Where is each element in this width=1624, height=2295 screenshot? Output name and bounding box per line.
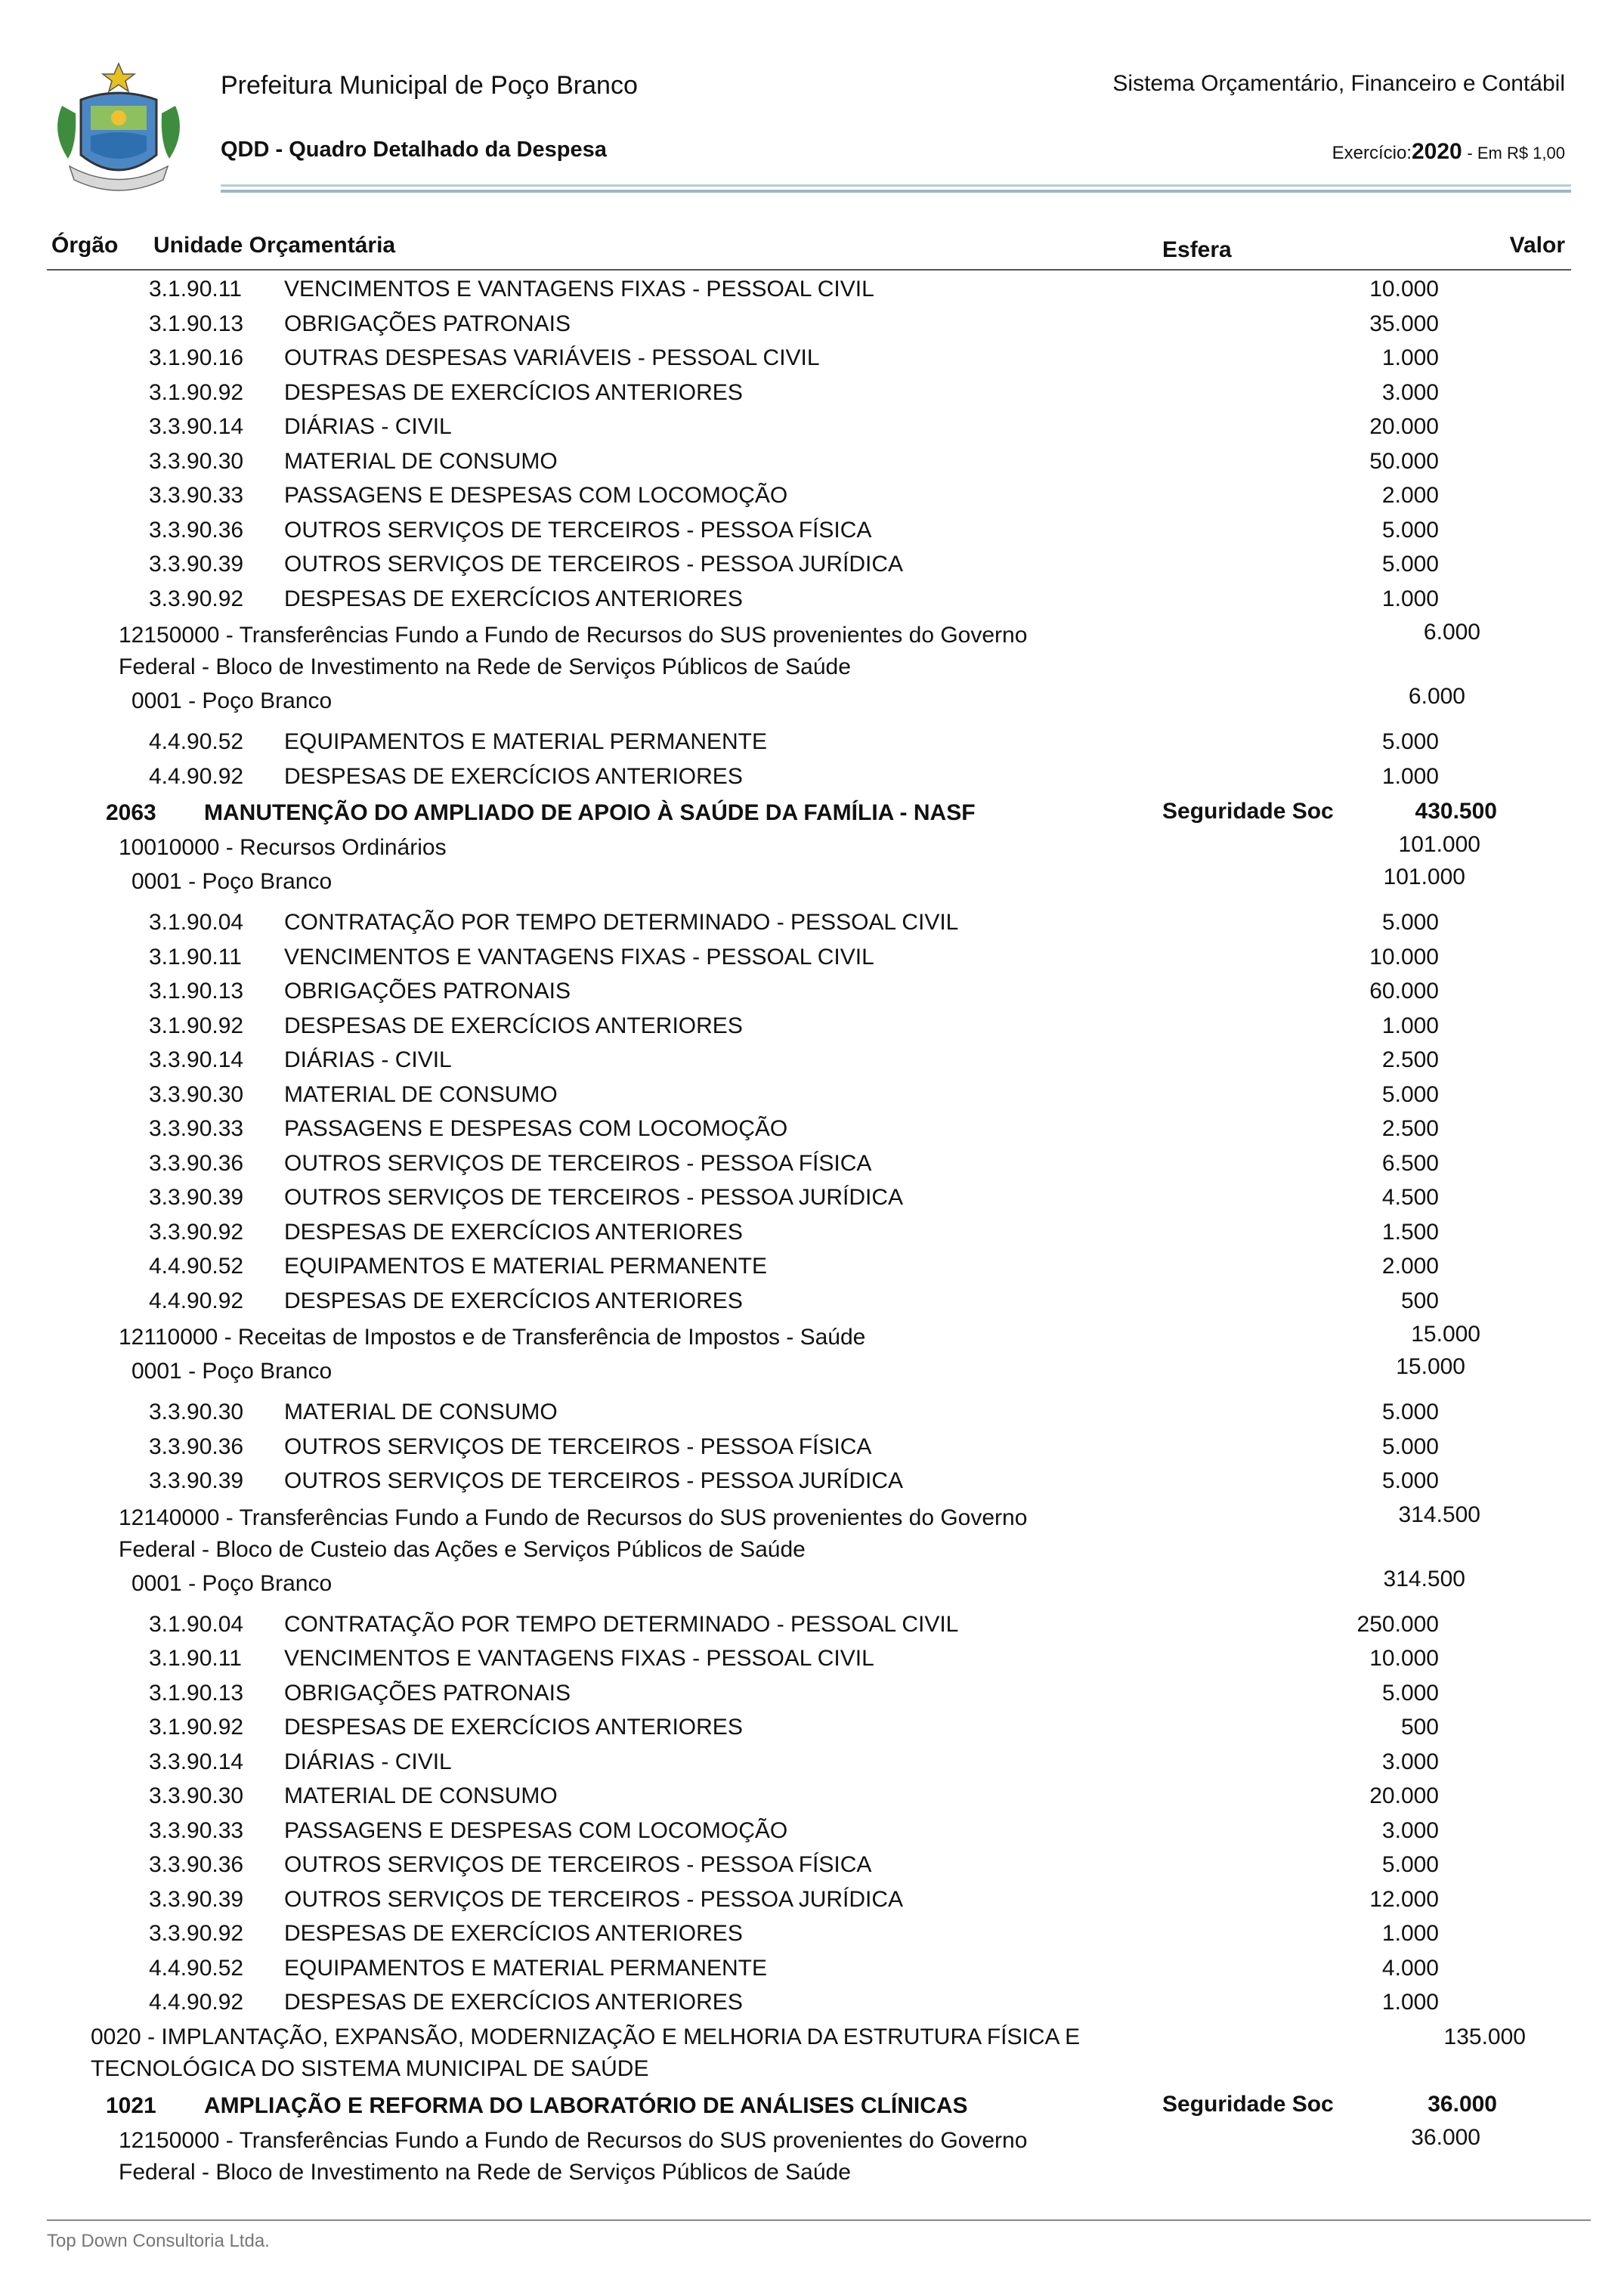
expense-description: MATERIAL DE CONSUMO [284, 1081, 558, 1107]
action-value: 430.500 [1415, 799, 1497, 824]
resource-source-line2: Federal - Bloco de Investimento na Rede de Serviços Públicos de Saúde [119, 2159, 851, 2185]
expense-description: MATERIAL DE CONSUMO [284, 448, 558, 474]
expense-code: 3.3.90.39 [149, 1185, 244, 1210]
expense-description: PASSAGENS E DESPESAS COM LOCOMOÇÃO [284, 1817, 788, 1843]
resource-source-line1: 10010000 - Recursos Ordinários [119, 835, 447, 860]
exercise-label: Exercício: [1332, 143, 1412, 163]
resource-source-value: 36.000 [1411, 2124, 1480, 2150]
expense-description: OUTROS SERVIÇOS DE TERCEIROS - PESSOA FÍSICA [284, 1852, 872, 1877]
expense-description: DESPESAS DE EXERCÍCIOS ANTERIORES [284, 763, 743, 789]
expense-value: 50.000 [1369, 448, 1439, 474]
expense-value: 1.000 [1381, 1921, 1439, 1946]
exercise-year: 2020 [1411, 139, 1462, 164]
resource-source-line1: 12150000 - Transferências Fundo a Fundo de Recursos do SUS provenientes do Governo [119, 623, 1028, 648]
expense-description: OUTROS SERVIÇOS DE TERCEIROS - PESSOA FÍSICA [284, 517, 872, 543]
expense-code: 3.3.90.14 [149, 1047, 244, 1072]
expense-code: 3.3.90.30 [149, 1400, 244, 1424]
budget-unit-value: 6.000 [1408, 684, 1465, 709]
expense-description: OBRIGAÇÕES PATRONAIS [284, 979, 571, 1004]
expense-value: 12.000 [1369, 1886, 1439, 1912]
expense-code: 3.3.90.30 [149, 1783, 244, 1808]
expense-description: MATERIAL DE CONSUMO [284, 1783, 558, 1808]
expense-description: DESPESAS DE EXERCÍCIOS ANTERIORES [284, 1288, 743, 1313]
expense-value: 5.000 [1381, 910, 1439, 935]
expense-code: 3.3.90.39 [149, 1468, 244, 1493]
expense-value: 5.000 [1381, 1400, 1439, 1424]
expense-code: 3.1.90.92 [149, 379, 244, 405]
expense-value: 5.000 [1381, 1852, 1439, 1877]
resource-source-value: 15.000 [1411, 1322, 1480, 1347]
expense-description: DESPESAS DE EXERCÍCIOS ANTERIORES [284, 586, 743, 611]
expense-value: 5.000 [1381, 517, 1439, 543]
expense-value: 1.000 [1381, 763, 1439, 789]
program-value: 135.000 [1443, 2024, 1526, 2049]
resource-source-value: 314.500 [1398, 1502, 1480, 1527]
expense-description: OUTRAS DESPESAS VARIÁVEIS - PESSOAL CIVIL [284, 345, 820, 370]
expense-value: 10.000 [1369, 277, 1439, 302]
expense-description: DESPESAS DE EXERCÍCIOS ANTERIORES [284, 1990, 743, 2015]
expense-description: EQUIPAMENTOS E MATERIAL PERMANENTE [284, 1955, 767, 1981]
resource-source-line1: 12150000 - Transferências Fundo a Fundo de Recursos do SUS provenientes do Governo [119, 2127, 1028, 2153]
expense-description: PASSAGENS E DESPESAS COM LOCOMOÇÃO [284, 1116, 788, 1141]
expense-description: VENCIMENTOS E VANTAGENS FIXAS - PESSOAL CIVIL [284, 277, 874, 302]
column-header-esfera: Esfera [1162, 237, 1232, 262]
expense-description: EQUIPAMENTOS E MATERIAL PERMANENTE [284, 1254, 767, 1279]
expense-description: CONTRATAÇÃO POR TEMPO DETERMINADO - PESSOAL CIVIL [284, 1611, 959, 1637]
expense-value: 20.000 [1369, 1783, 1439, 1808]
expense-value: 5.000 [1381, 552, 1439, 577]
expense-code: 3.1.90.92 [149, 1013, 244, 1038]
expense-code: 4.4.90.92 [149, 763, 244, 789]
expense-code: 3.3.90.33 [149, 1116, 244, 1141]
expense-code: 3.1.90.11 [149, 1646, 242, 1671]
expense-code: 3.3.90.33 [149, 1817, 244, 1843]
expense-code: 4.4.90.52 [149, 1254, 244, 1279]
expense-description: DESPESAS DE EXERCÍCIOS ANTERIORES [284, 1715, 743, 1740]
expense-value: 60.000 [1369, 979, 1439, 1004]
exercise-info [1332, 139, 1565, 165]
expense-description: DESPESAS DE EXERCÍCIOS ANTERIORES [284, 1013, 743, 1038]
budget-unit-value: 15.000 [1396, 1354, 1465, 1379]
budget-unit-label: 0001 - Poço Branco [131, 688, 333, 713]
expense-code: 3.3.90.36 [149, 1434, 244, 1459]
budget-unit-label: 0001 - Poço Branco [131, 1359, 333, 1384]
expense-description: DIÁRIAS - CIVIL [284, 1749, 452, 1774]
expense-description: VENCIMENTOS E VANTAGENS FIXAS - PESSOAL CIVIL [284, 1646, 874, 1671]
action-esfera: Seguridade Soc [1162, 799, 1334, 824]
resource-source-line1: 12110000 - Receitas de Impostos e de Transferência de Impostos - Saúde [119, 1325, 866, 1350]
expense-code: 3.3.90.36 [149, 1150, 244, 1176]
expense-description: PASSAGENS E DESPESAS COM LOCOMOÇÃO [284, 483, 788, 508]
expense-code: 3.1.90.04 [149, 910, 244, 935]
expense-code: 3.1.90.92 [149, 1715, 244, 1740]
expense-description: DESPESAS DE EXERCÍCIOS ANTERIORES [284, 1219, 743, 1245]
column-header-divider [47, 269, 1571, 271]
budget-unit-value: 314.500 [1383, 1566, 1465, 1591]
expense-value: 1.000 [1381, 1013, 1439, 1038]
expense-value: 1.000 [1381, 345, 1439, 370]
header-divider [221, 184, 1571, 187]
column-header-orgao: Órgão [51, 233, 119, 258]
expense-code: 3.1.90.16 [149, 345, 244, 370]
expense-code: 3.1.90.13 [149, 311, 244, 336]
program-line1: 0020 - IMPLANTAÇÃO, EXPANSÃO, MODERNIZAÇÃO E MELHORIA DA ESTRUTURA FÍSICA E [91, 2024, 1081, 2049]
expense-value: 5.000 [1381, 1468, 1439, 1493]
expense-value: 250.000 [1356, 1611, 1439, 1637]
expense-code: 4.4.90.92 [149, 1990, 244, 2015]
expense-description: OUTROS SERVIÇOS DE TERCEIROS - PESSOA JURÍDICA [284, 552, 904, 577]
expense-description: CONTRATAÇÃO POR TEMPO DETERMINADO - PESSOAL CIVIL [284, 910, 959, 935]
resource-source-line1: 12140000 - Transferências Fundo a Fundo de Recursos do SUS provenientes do Governo [119, 1505, 1028, 1530]
expense-code: 4.4.90.52 [149, 1955, 244, 1981]
expense-value: 5.000 [1381, 1081, 1439, 1107]
expense-description: OUTROS SERVIÇOS DE TERCEIROS - PESSOA FÍSICA [284, 1150, 872, 1176]
column-header-valor: Valor [1509, 233, 1565, 258]
expense-description: DIÁRIAS - CIVIL [284, 1047, 452, 1072]
budget-unit-label: 0001 - Poço Branco [131, 869, 333, 894]
expense-value: 3.000 [1381, 1817, 1439, 1843]
expense-value: 3.000 [1381, 379, 1439, 405]
expense-code: 3.1.90.11 [149, 277, 242, 302]
expense-description: OUTROS SERVIÇOS DE TERCEIROS - PESSOA JURÍDICA [284, 1886, 904, 1912]
column-header-unidade: Unidade Orçamentária [153, 233, 396, 258]
budget-unit-value: 101.000 [1383, 864, 1465, 889]
expense-value: 2.000 [1381, 483, 1439, 508]
expense-code: 3.3.90.39 [149, 1886, 244, 1912]
expense-value: 500 [1400, 1715, 1439, 1740]
expense-code: 3.3.90.36 [149, 1852, 244, 1877]
currency-unit: - Em R$ 1,00 [1467, 144, 1565, 162]
expense-value: 5.000 [1381, 1434, 1439, 1459]
expense-value: 4.500 [1381, 1185, 1439, 1210]
expense-code: 3.3.90.30 [149, 448, 244, 474]
expense-description: OBRIGAÇÕES PATRONAIS [284, 1680, 571, 1706]
expense-value: 5.000 [1381, 1680, 1439, 1706]
expense-code: 3.3.90.92 [149, 586, 244, 611]
header-divider-lower [221, 190, 1571, 193]
expense-value: 2.500 [1381, 1116, 1439, 1141]
expense-description: OUTROS SERVIÇOS DE TERCEIROS - PESSOA JURÍDICA [284, 1468, 904, 1493]
expense-code: 3.3.90.92 [149, 1921, 244, 1946]
expense-code: 3.3.90.14 [149, 1749, 244, 1774]
expense-code: 3.3.90.39 [149, 552, 244, 577]
expense-code: 4.4.90.92 [149, 1288, 244, 1313]
expense-description: OUTROS SERVIÇOS DE TERCEIROS - PESSOA FÍSICA [284, 1434, 872, 1459]
expense-code: 3.3.90.30 [149, 1081, 244, 1107]
expense-code: 3.1.90.13 [149, 979, 244, 1004]
action-description: MANUTENÇÃO DO AMPLIADO DE APOIO À SAÚDE DA FAMÍLIA - NASF [204, 800, 976, 825]
resource-source-value: 101.000 [1398, 832, 1480, 857]
expense-code: 3.1.90.11 [149, 944, 242, 970]
expense-description: EQUIPAMENTOS E MATERIAL PERMANENTE [284, 729, 767, 754]
expense-code: 3.3.90.14 [149, 414, 244, 439]
expense-value: 6.500 [1381, 1150, 1439, 1176]
action-code: 2063 [106, 800, 156, 825]
program-line2: TECNOLÓGICA DO SISTEMA MUNICIPAL DE SAÚDE [91, 2055, 649, 2081]
expense-value: 5.000 [1381, 729, 1439, 754]
expense-value: 3.000 [1381, 1749, 1439, 1774]
expense-code: 4.4.90.52 [149, 729, 244, 754]
expense-value: 35.000 [1369, 311, 1439, 336]
footer-company: Top Down Consultoria Ltda. [47, 2231, 270, 2251]
expense-code: 3.1.90.13 [149, 1680, 244, 1706]
expense-value: 1.500 [1381, 1219, 1439, 1245]
expense-description: MATERIAL DE CONSUMO [284, 1400, 558, 1424]
expense-code: 3.3.90.92 [149, 1219, 244, 1245]
resource-source-line2: Federal - Bloco de Investimento na Rede de Serviços Públicos de Saúde [119, 654, 851, 679]
report-subtitle: QDD - Quadro Detalhado da Despesa [221, 138, 607, 162]
resource-source-line2: Federal - Bloco de Custeio das Ações e Serviços Públicos de Saúde [119, 1536, 806, 1562]
expense-value: 500 [1400, 1288, 1439, 1313]
expense-value: 4.000 [1381, 1955, 1439, 1981]
expense-code: 3.3.90.33 [149, 483, 244, 508]
expense-value: 10.000 [1369, 944, 1439, 970]
expense-value: 20.000 [1369, 414, 1439, 439]
expense-description: DESPESAS DE EXERCÍCIOS ANTERIORES [284, 379, 743, 405]
expense-value: 10.000 [1369, 1646, 1439, 1671]
expense-code: 3.3.90.36 [149, 517, 244, 543]
resource-source-value: 6.000 [1423, 620, 1480, 645]
expense-code: 3.1.90.04 [149, 1611, 244, 1637]
expense-description: OUTROS SERVIÇOS DE TERCEIROS - PESSOA JURÍDICA [284, 1185, 904, 1210]
expense-value: 2.500 [1381, 1047, 1439, 1072]
expense-value: 1.000 [1381, 1990, 1439, 2015]
page-title: Prefeitura Municipal de Poço Branco [221, 71, 638, 100]
system-name: Sistema Orçamentário, Financeiro e Contábil [1112, 71, 1565, 96]
action-esfera: Seguridade Soc [1162, 2091, 1334, 2117]
budget-unit-label: 0001 - Poço Branco [131, 1570, 333, 1596]
action-value: 36.000 [1428, 2091, 1497, 2117]
action-code: 1021 [106, 2092, 156, 2118]
municipal-coat-of-arms-icon [47, 60, 190, 204]
expense-description: DIÁRIAS - CIVIL [284, 414, 452, 439]
footer-divider [47, 2219, 1591, 2221]
action-description: AMPLIAÇÃO E REFORMA DO LABORATÓRIO DE ANÁLISES CLÍNICAS [204, 2092, 968, 2118]
expense-value: 2.000 [1381, 1254, 1439, 1279]
expense-value: 1.000 [1381, 586, 1439, 611]
expense-description: VENCIMENTOS E VANTAGENS FIXAS - PESSOAL CIVIL [284, 944, 874, 970]
expense-description: DESPESAS DE EXERCÍCIOS ANTERIORES [284, 1921, 743, 1946]
expense-description: OBRIGAÇÕES PATRONAIS [284, 311, 571, 336]
